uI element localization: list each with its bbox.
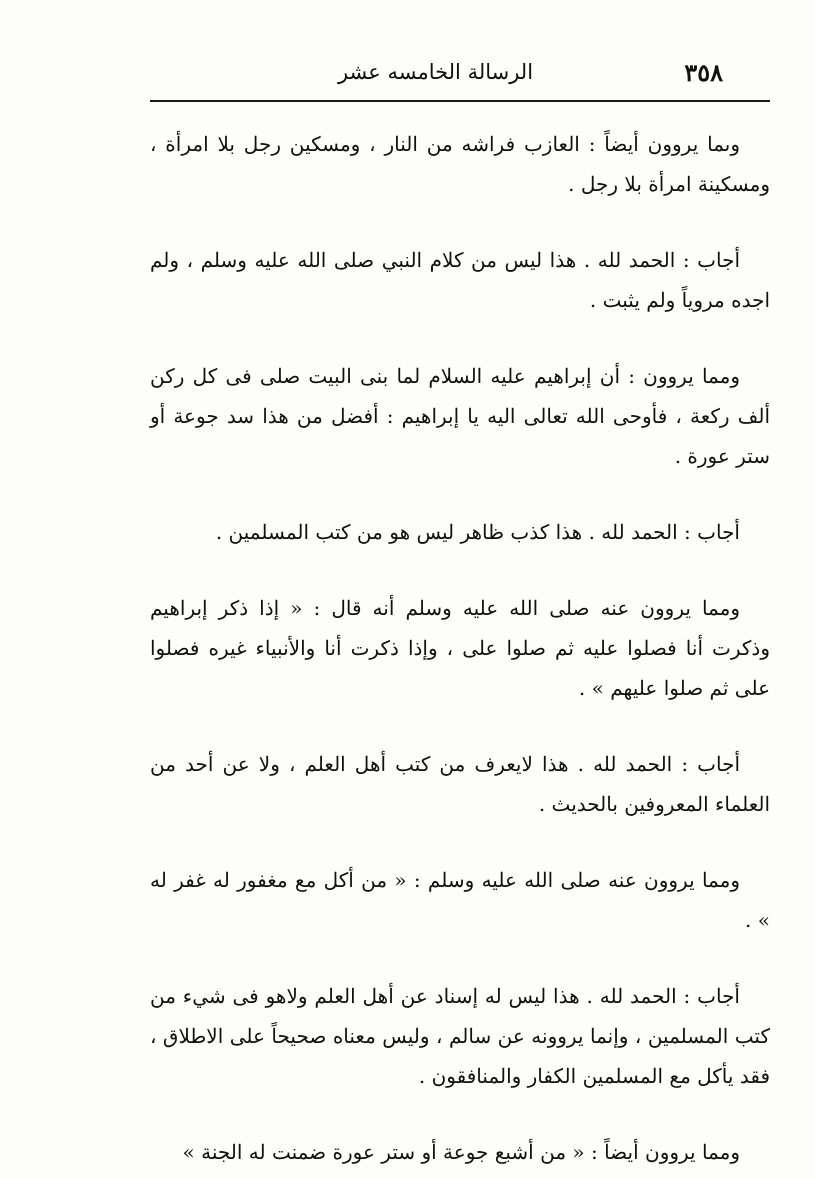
paragraph-narration-2: ومما يروون : أن إبراهيم عليه السلام لما بنى البيت صلى فى كل ركن ألف ركعة ، فأوحى الله تعالى اليه يا إبراهيم : أفضل من هذا سد جوعة أو ستر عورة . [150, 364, 770, 468]
page-header [148, 58, 723, 94]
paragraph-narration-5: ومما يروون أيضاً : « من أشبع جوعة أو ستر عورة ضمنت له الجنة » [182, 1140, 740, 1164]
paragraph-answer-2: أجاب : الحمد لله . هذا كذب ظاهر ليس هو من كتب المسلمين . [215, 520, 740, 544]
paragraph-answer-1: أجاب : الحمد لله . هذا ليس من كلام النبي صلى الله عليه وسلم ، ولم اجده مروياً ولم يثبت . [150, 248, 770, 312]
page-body [150, 124, 770, 1172]
page-number: ٣٥٨ [684, 58, 723, 87]
paragraph-answer-3: أجاب : الحمد لله . هذا لايعرف من كتب أهل العلم ، ولا عن أحد من العلماء المعروفين بالحديث . [150, 752, 770, 816]
running-title: الرسالة الخامسه عشر [337, 60, 534, 84]
header-rule [150, 100, 770, 102]
paragraph-narration-3: ومما يروون عنه صلى الله عليه وسلم أنه قال : « إذا ذكر إبراهيم وذكرت أنا فصلوا عليه ثم صلوا على ، وإذا ذكرت أنا والأنبياء غيره فصلوا على ثم صلوا عليهم » . [150, 596, 770, 700]
paragraph-narration-1: وىما يروون أيضاً : العازب فراشه من النار ، ومسكين رجل بلا امرأة ، ومسكينة امرأة بلا رجل . [150, 132, 770, 196]
paragraph-answer-4: أجاب : الحمد لله . هذا ليس له إسناد عن أهل العلم ولاهو فى شيء من كتب المسلمين ، وإنما يروونه عن سالم ، وليس معناه صحيحاً على الاطلاق ، فقد يأكل مع المسلمين الكفار والمنافقون . [150, 984, 770, 1088]
paragraph-narration-4: ومما يروون عنه صلى الله عليه وسلم : « من أكل مع مغفور له غفر له » . [150, 868, 770, 932]
